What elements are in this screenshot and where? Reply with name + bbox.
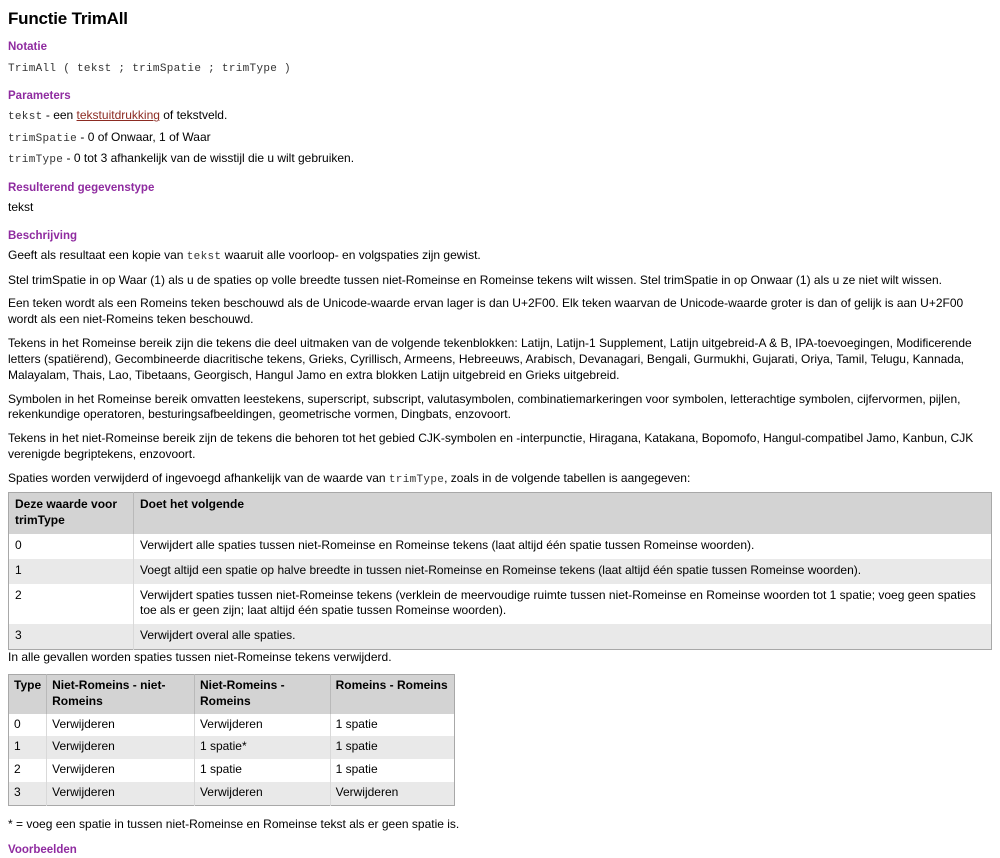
table-row <box>9 624 992 649</box>
inline-code-trimtype: trimType <box>388 473 445 486</box>
desc-p7-b: , zoals in de volgende tabellen is aangegeven: <box>444 470 691 485</box>
table-row <box>9 782 455 805</box>
table-row <box>9 584 992 625</box>
column-header-trimtype-value: Deze waarde voor trimType <box>9 493 134 534</box>
cell-nonroman-roman: 1 spatie <box>194 759 330 782</box>
section-heading-voorbeelden: Voorbeelden <box>8 843 77 856</box>
table-header-row <box>9 493 992 534</box>
cell-type: 3 <box>9 782 47 805</box>
cell-behaviour: Verwijdert spaties tussen niet-Romeinse tekens (verklein de meervoudige ruimte tussen niet-Romeinse en Romeinse woorden tot 1 spatie; voeg geen spaties toe als er geen zijn; laat altijd één spatie tussen Romeinse woorden). <box>134 584 992 625</box>
section-heading-resulterend-gegevenstype: Resulterend gegevenstype <box>8 181 155 194</box>
interstitial-note: In alle gevallen worden spaties tussen niet-Romeinse tekens verwijderd. <box>8 650 392 665</box>
column-header-behaviour: Doet het volgende <box>134 493 992 534</box>
cell-type: 0 <box>9 714 47 737</box>
cell-trimtype-value: 1 <box>9 559 134 584</box>
cell-roman-roman: 1 spatie <box>330 736 454 759</box>
cell-nonroman-roman: Verwijderen <box>194 782 330 805</box>
cell-behaviour: Verwijdert alle spaties tussen niet-Romeinse en Romeinse tekens (laat altijd één spatie tussen Romeinse woorden). <box>134 534 992 559</box>
inline-code-tekst: tekst <box>186 251 222 264</box>
cell-trimtype-value: 2 <box>9 584 134 625</box>
parameter-name-tekst: tekst <box>8 111 43 124</box>
column-header-roman-roman: Romeins - Romeins <box>330 674 454 713</box>
parameter-tekst <box>8 108 992 125</box>
parameter-name-trimtype: trimType <box>8 154 64 167</box>
description-paragraph-4: Tekens in het Romeinse bereik zijn die tekens die deel uitmaken van de volgende tekenblokken: Latijn, Latijn-1 Supplement, Latijn uitgebreid-A & B, IPA-toevoegingen, Modificerende letters (spatiërend), Gecombineerde diacritische tekens, Grieks, Cyrillisch, Armeens, Hebreeuws, Arabisch, Devanagari, Bengali, Gurmukhi, Gujarati, Oriya, Tamil, Telugu, Kannada, Malayalam, Thais, Lao, Tibetaans, Georgisch, Hangul Jamo en extra blokken Latijn uitgebreid en Grieks uitgebreid. <box>8 336 972 382</box>
link-tekstuitdrukking[interactable]: tekstuitdrukking <box>76 108 160 123</box>
cell-type: 2 <box>9 759 47 782</box>
table-header-row <box>9 674 455 713</box>
section-heading-parameters: Parameters <box>8 90 71 103</box>
description-paragraph-1 <box>8 248 992 265</box>
cell-trimtype-value: 0 <box>9 534 134 559</box>
parameter-trimtype <box>8 151 992 168</box>
parameter-desc-pre: een <box>53 108 77 123</box>
trimtype-table <box>8 492 992 650</box>
result-type-value: tekst <box>8 200 34 215</box>
page-title: Functie TrimAll <box>8 9 128 28</box>
cell-nonroman-nonroman: Verwijderen <box>47 736 195 759</box>
section-heading-notatie: Notatie <box>8 41 47 54</box>
cell-nonroman-nonroman: Verwijderen <box>47 759 195 782</box>
cell-roman-roman: 1 spatie <box>330 759 454 782</box>
notation-code: TrimAll ( tekst ; trimSpatie ; trimType ) <box>8 62 291 75</box>
desc-p7-a: Spaties worden verwijderd of ingevoegd afhankelijk van de waarde van <box>8 470 389 485</box>
description-paragraph-5: Symbolen in het Romeinse bereik omvatten leestekens, superscript, subscript, valutasymbolen, combinatiemarkeringen voor symbolen, letterachtige symbolen, cijfervormen, pijlen, rekenkundige operatoren, besturingsafbeeldingen, geometrische vormen, Dingbats, enzovoort. <box>8 391 961 422</box>
parameter-desc: 0 tot 3 afhankelijk van de wisstijl die u wilt gebruiken. <box>73 151 355 166</box>
cell-roman-roman: Verwijderen <box>330 782 454 805</box>
spacing-matrix-table <box>8 674 455 806</box>
description-paragraph-6: Tekens in het niet-Romeinse bereik zijn de tekens die behoren tot het gebied CJK-symbolen en -interpunctie, Hiragana, Katakana, Bopomofo, Hangul-compatibel Jamo, Kanbun, CJK verenigde begriptekens, enzovoort. <box>8 431 974 461</box>
cell-nonroman-nonroman: Verwijderen <box>47 782 195 805</box>
notation-block <box>8 60 992 77</box>
cell-nonroman-nonroman: Verwijderen <box>47 714 195 737</box>
description-paragraph-7 <box>8 471 992 488</box>
table-row <box>9 714 455 737</box>
cell-type: 1 <box>9 736 47 759</box>
parameter-trimspatie <box>8 130 992 147</box>
parameter-separator: - <box>63 151 74 166</box>
parameter-desc-post: of tekstveld. <box>159 108 228 123</box>
cell-behaviour: Voegt altijd een spatie op halve breedte in tussen niet-Romeinse en Romeinse tekens (laat altijd één spatie tussen Romeinse woorden). <box>134 559 992 584</box>
cell-nonroman-roman: 1 spatie* <box>194 736 330 759</box>
parameter-desc: 0 of Onwaar, 1 of Waar <box>87 129 211 144</box>
table-footnote: * = voeg een spatie in tussen niet-Romeinse en Romeinse tekst als er geen spatie is. <box>8 816 460 831</box>
description-paragraph-3: Een teken wordt als een Romeins teken beschouwd als de Unicode-waarde ervan lager is dan U+2F00. Elk teken waarvan de Unicode-waarde groter is dan of gelijk is aan U+2F00 wordt als een niet-Romeins teken beschouwd. <box>8 296 964 327</box>
section-heading-beschrijving: Beschrijving <box>8 229 78 242</box>
parameter-separator: - <box>77 129 88 144</box>
desc-p1-b: waaruit alle voorloop- en volgspaties zijn gewist. <box>221 248 481 263</box>
column-header-type: Type <box>9 674 47 713</box>
table-row <box>9 534 992 559</box>
desc-p1-a: Geeft als resultaat een kopie van <box>8 248 187 263</box>
cell-roman-roman: 1 spatie <box>330 714 454 737</box>
parameter-separator: - <box>42 108 54 123</box>
table-row <box>9 759 455 782</box>
description-paragraph-2: Stel trimSpatie in op Waar (1) als u de spaties op volle breedte tussen niet-Romeinse en Romeinse tekens wilt wissen. Stel trimSpatie in op Onwaar (1) als u ze niet wilt wissen. <box>8 272 942 287</box>
parameter-name-trimspatie: trimSpatie <box>8 132 78 145</box>
table-row <box>9 559 992 584</box>
column-header-nonroman-roman: Niet-Romeins - Romeins <box>194 674 330 713</box>
cell-behaviour: Verwijdert overal alle spaties. <box>134 624 992 649</box>
cell-trimtype-value: 3 <box>9 624 134 649</box>
cell-nonroman-roman: Verwijderen <box>194 714 330 737</box>
column-header-nonroman-nonroman: Niet-Romeins - niet-Romeins <box>47 674 195 713</box>
table-row <box>9 736 455 759</box>
